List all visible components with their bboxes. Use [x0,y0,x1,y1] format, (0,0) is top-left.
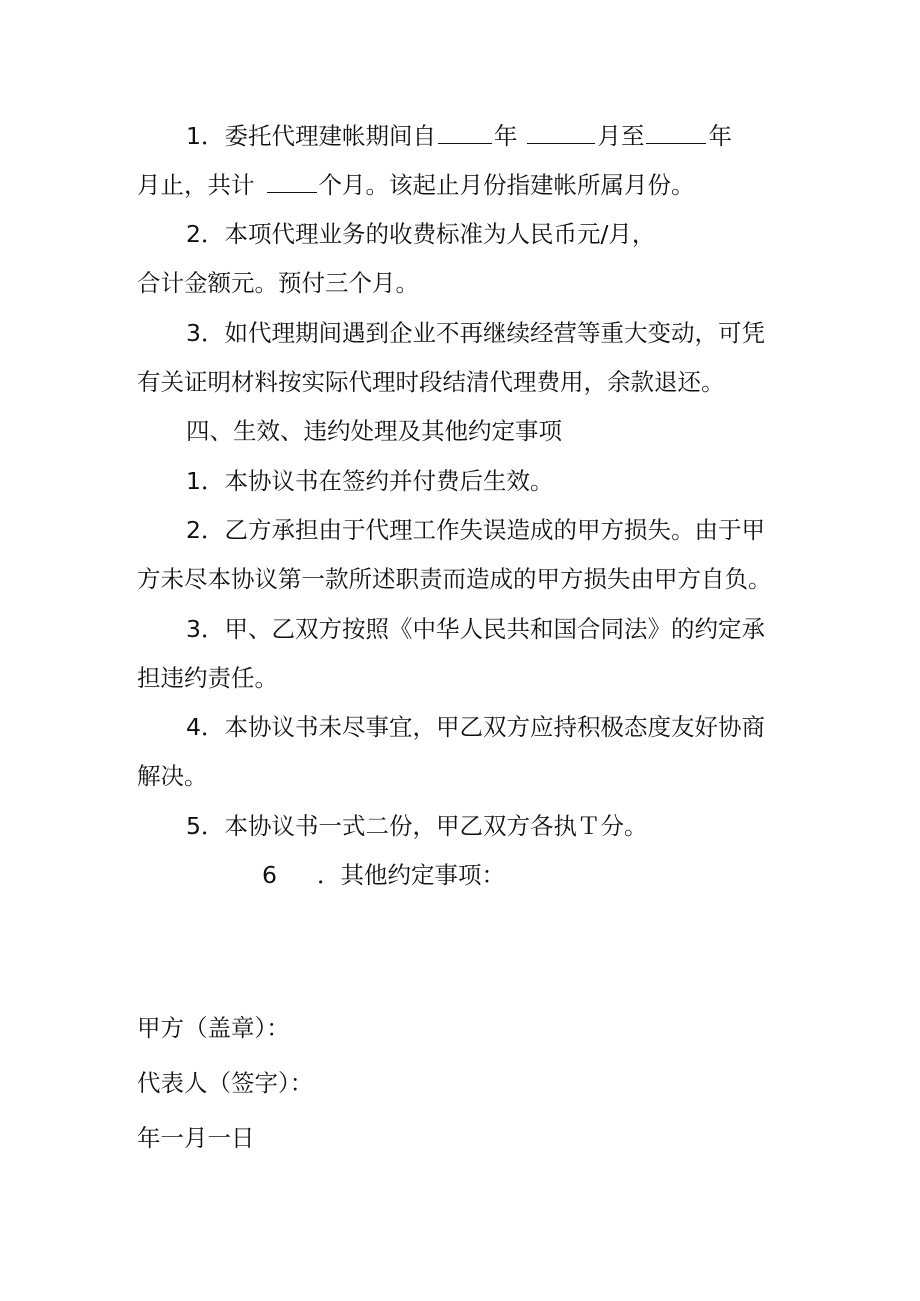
item1-text-f: 个月。该起止月份指建帐所属月份。 [318,171,695,199]
item1-line2 [137,170,695,200]
s4-item6 [262,860,505,890]
month-count-blank[interactable] [267,170,317,193]
s4-item1: 1．本协议书在签约并付费后生效。 [186,467,554,495]
item3-line2: 有关证明材料按实际代理时段结清代理费用，余款退还。 [137,368,725,396]
s4-item6-number: 6 [262,861,277,889]
end-year-blank[interactable] [646,121,706,144]
s4-item4-line2: 解决。 [137,762,208,790]
party-a-seal: 甲方（盖章）： [137,1014,290,1042]
item1-text-e: 月止，共计 [137,171,255,199]
s4-item3-line2: 担违约责任。 [137,664,278,692]
signing-date: 年一月一日 [137,1124,255,1152]
section4-heading: 四、生效、违约处理及其他约定事项 [186,417,562,445]
s4-item3-line1: 3．甲、乙双方按照《中华人民共和国合同法》的约定承 [186,615,765,643]
s4-item6-text: ．其他约定事项： [316,861,505,889]
item1-text-a: 1．委托代理建帐期间自 [186,122,436,150]
item1-text-c: 月至 [597,122,645,150]
s4-item2-line2: 方未尽本协议第一款所述职责而造成的甲方损失由甲方自负。 [137,565,772,593]
s4-item4-line1: 4．本协议书未尽事宜，甲乙双方应持积极态度友好协商 [186,713,765,741]
s4-item5: 5．本协议书一式二份，甲乙双方各执Ｔ分。 [186,812,648,840]
item1-text-d: 年 [708,122,732,150]
item1-text-b: 年 [493,122,518,150]
item2-line2: 合计金额元。预付三个月。 [137,269,419,297]
item1-line1 [186,121,732,151]
start-year-blank[interactable] [438,121,492,144]
s4-item2-line1: 2．乙方承担由于代理工作失误造成的甲方损失。由于甲 [186,516,765,544]
item2-line1: 2．本项代理业务的收费标准为人民币元/月， [186,220,656,248]
start-month-blank[interactable] [527,121,595,144]
representative-signature: 代表人（签字）： [137,1069,314,1097]
item3-line1: 3．如代理期间遇到企业不再继续经营等重大变动，可凭 [186,319,765,347]
